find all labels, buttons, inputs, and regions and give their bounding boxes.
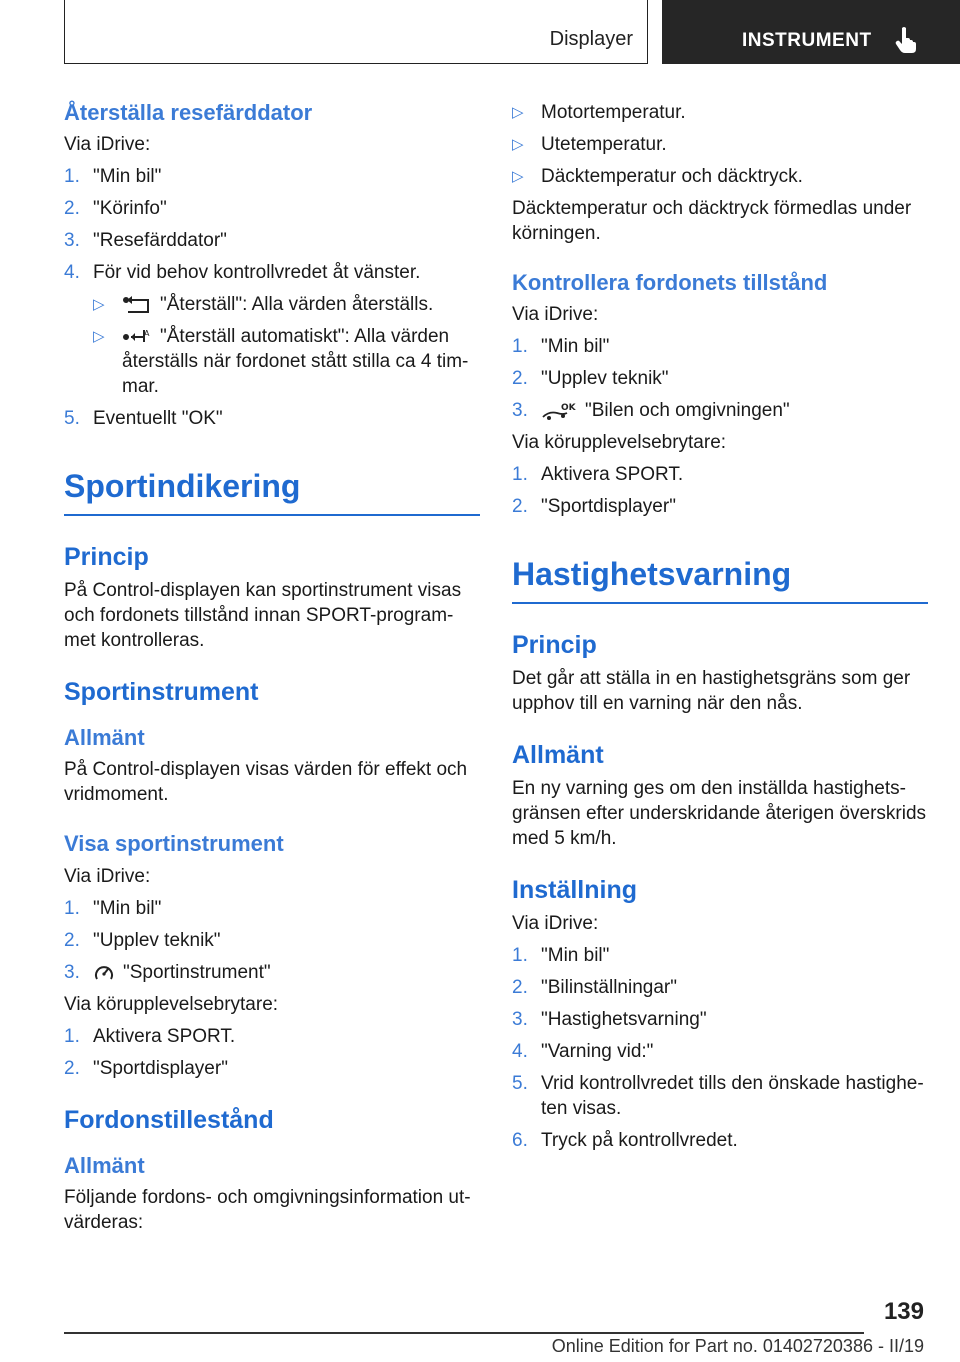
list-item: 1. "Min bil" [512, 336, 610, 358]
reset-options-list [64, 292, 480, 399]
reset-trip-computer-heading: Återställa resefärddator [64, 100, 313, 125]
setting-heading: Inställning [512, 875, 637, 904]
hand-pointer-icon [894, 26, 920, 54]
list-item: 1. "Min bil" [512, 944, 610, 966]
check-via2-text: Via körupplevelsebrytare: [512, 432, 727, 454]
reset-via-text: Via iDrive: [64, 134, 151, 156]
section-tab [64, 0, 648, 64]
svg-text:A: A [144, 329, 150, 339]
triangle-bullet-icon: ▷ [512, 104, 524, 121]
list-item: 4. "Varning vid:" [512, 1040, 654, 1062]
triangle-bullet-icon: ▷ [93, 296, 105, 314]
list-item: 3. "Resefärddator" [64, 230, 227, 252]
list-item: 1. "Min bil" [64, 897, 162, 919]
evaluated-info-list [512, 100, 928, 189]
setting-via-text: Via iDrive: [512, 912, 599, 934]
sport-instrument-heading: Sportinstrument [64, 677, 259, 706]
list-item: 1. Aktivera SPORT. [512, 464, 684, 486]
list-item: ▷ Däcktemperatur och däcktryck. [512, 166, 803, 187]
list-item: 4. För vid behov kontrollvredet åt vänster. [64, 262, 421, 284]
auto-reset-icon [122, 328, 152, 346]
reset-icon [122, 296, 152, 314]
list-item: 5. Vrid kontrollvredet tills den önskade hastighe-ten visas. [512, 1072, 924, 1119]
list-item: ▷ "Återställ": Alla värden återställs. [93, 294, 434, 316]
chapter-tab [662, 0, 960, 64]
list-item: 5. Eventuellt "OK" [64, 408, 223, 430]
footer-edition-text: Online Edition for Part no. 01402720386 - II/19 [551, 1336, 924, 1356]
chapter-heading-sport: Sportindikering [64, 467, 480, 515]
speed-principle-text: Det går att ställa in en hastighetsgräns som ger upphov till en varning när den nås. [512, 667, 911, 714]
speed-general-heading: Allmänt [512, 740, 604, 769]
chapter-heading-speed-warning: Hastighetsvarning [512, 555, 928, 603]
principle-heading: Princip [64, 542, 149, 571]
reset-steps-list [64, 164, 480, 285]
list-item: ▷ A "Återställ automatiskt": Alla värden återställs när fordonet stått stilla ca 4 tim-mar. [93, 326, 469, 398]
principle-text: På Control-displayen kan sportinstrument visas och fordonets tillstånd innan SPORT-program-met kontrolleras. [64, 579, 462, 651]
list-item: 2. "Bilinställningar" [512, 976, 677, 998]
show-via-text: Via iDrive: [64, 865, 151, 887]
show-via2-text: Via körupplevelsebrytare: [64, 993, 279, 1015]
vehicle-state-heading: Fordonstillestånd [64, 1105, 274, 1134]
list-item: 3. "Hastighetsvarning" [512, 1008, 707, 1030]
check-via-text: Via iDrive: [512, 304, 599, 326]
sport-gauge-icon [93, 963, 115, 983]
reset-final-step [64, 406, 480, 431]
chapter-tab-label: INSTRUMENT [742, 30, 872, 51]
left-column [64, 100, 480, 1235]
general-text: På Control-displayen visas värden för effekt och vridmoment. [64, 759, 468, 806]
speed-principle-heading: Princip [512, 630, 597, 659]
state-general-text: Följande fordons- och omgivningsinformation ut-värderas: [64, 1186, 471, 1233]
tire-note-text: Däcktemperatur och däcktryck förmedlas under körningen. [512, 198, 912, 244]
check-steps-list [512, 334, 928, 423]
list-item: ▷ Utetemperatur. [512, 134, 667, 155]
page-number: 139 [883, 1298, 924, 1325]
right-column [512, 100, 928, 1153]
state-general-heading: Allmänt [64, 1152, 145, 1178]
list-item: 2. "Upplev teknik" [64, 929, 221, 951]
section-tab-label: Displayer [549, 28, 633, 50]
triangle-bullet-icon: ▷ [512, 168, 524, 185]
triangle-bullet-icon: ▷ [512, 136, 524, 153]
list-item: 3. "Sportinstrument" [64, 961, 271, 983]
setting-steps-list [512, 943, 928, 1153]
list-item: 3. OK "Bilen och omgivningen" [512, 400, 790, 422]
show-sport-instrument-heading: Visa sportinstrument [64, 831, 284, 857]
list-item: 2. "Upplev teknik" [512, 368, 669, 390]
list-item: 6. Tryck på kontrollvredet. [512, 1129, 738, 1151]
list-item: 2. "Körinfo" [64, 198, 167, 220]
list-item: 1. Aktivera SPORT. [64, 1025, 236, 1047]
show-steps2-list [64, 1024, 480, 1081]
check-vehicle-state-heading: Kontrollera fordonets tillstånd [512, 270, 828, 295]
svg-text:OK: OK [561, 403, 576, 414]
show-steps-list [64, 896, 480, 985]
list-item: 1. "Min bil" [64, 166, 162, 188]
list-item: 2. "Sportdisplayer" [64, 1057, 228, 1079]
footer-divider [64, 1332, 864, 1334]
car-ok-icon [541, 401, 577, 421]
general-heading: Allmänt [64, 724, 145, 750]
list-item: 2. "Sportdisplayer" [512, 496, 676, 518]
check-steps2-list [512, 462, 928, 519]
speed-general-text: En ny varning ges om den inställda hastighets-gränsen efter underskridande återigen överskrids med 5 km/h. [512, 777, 927, 849]
list-item: ▷ Motortemperatur. [512, 102, 686, 123]
triangle-bullet-icon: ▷ [93, 328, 105, 346]
